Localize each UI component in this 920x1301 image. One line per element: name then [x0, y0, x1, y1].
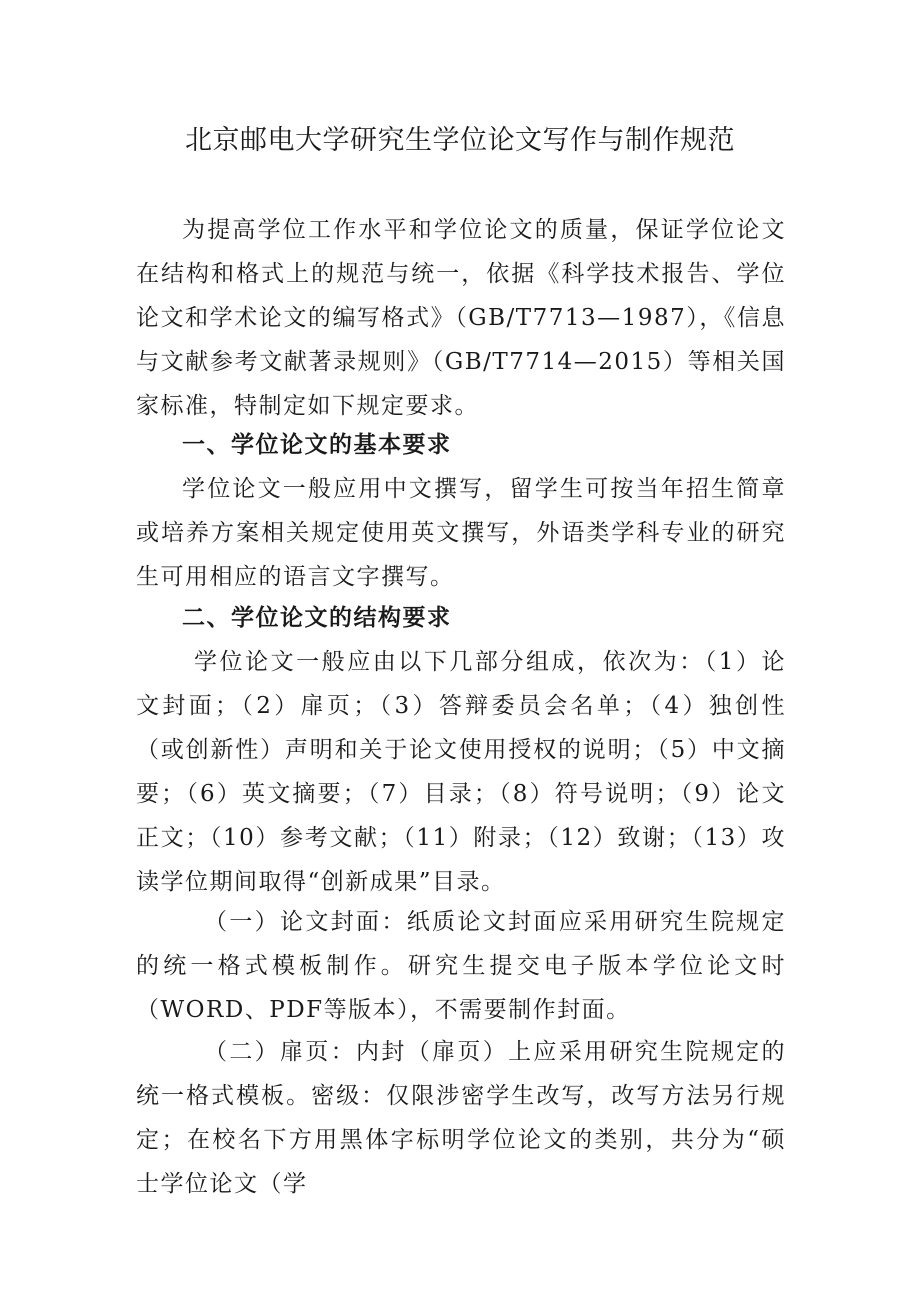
section1-text: 学位论文一般应用中文撰写，留学生可按当年招生简章或培养方案相关规定使用英文撰写，外语类学科专业的研究生可用相应的语言文字撰写。	[136, 476, 786, 590]
section2-heading-block	[136, 596, 786, 640]
section2-text: 学位论文一般应由以下几部分组成，依次为：（1）论文封面；（2）扉页；（3）答辩委员会名单；（4）独创性（或创新性）声明和关于论文使用授权的说明；（5）中文摘要；（6）英文摘要；（7）目录；（8）符号说明；（9）论文正文；（10）参考文献；（11）附录；（12）致谢；（13）攻读学位期间取得“创新成果”目录。	[136, 649, 786, 895]
item2-text: （二）扉页：内封（扉页）上应采用研究生院规定的统一格式模板。密级：仅限涉密学生改写，改写方法另行规定；在校名下方用黑体字标明学位论文的类别，共分为“硕士学位论文（学	[136, 1039, 786, 1197]
item1-paragraph	[136, 900, 786, 1032]
section2-heading: 二、学位论文的结构要求	[182, 604, 452, 631]
document-title: 北京邮电大学研究生学位论文写作与制作规范	[185, 125, 735, 156]
section2-paragraph	[136, 640, 786, 904]
item1-text: （一）论文封面：纸质论文封面应采用研究生院规定的统一格式模板制作。研究生提交电子版本学位论文时（WORD、PDF等版本），不需要制作封面。	[136, 909, 786, 1023]
section1-paragraph	[136, 467, 786, 599]
section1-heading-block	[136, 423, 786, 467]
item2-paragraph	[136, 1030, 786, 1206]
intro-paragraph	[136, 208, 786, 428]
intro-text: 为提高学位工作水平和学位论文的质量，保证学位论文在结构和格式上的规范与统一，依据《科学技术报告、学位论文和学术论文的编写格式》（GB/T7713—1987），《信息与文献参考文献著录规则》（GB/T7714—2015）等相关国家标准，特制定如下规定要求。	[136, 217, 786, 419]
section1-heading: 一、学位论文的基本要求	[182, 431, 452, 458]
